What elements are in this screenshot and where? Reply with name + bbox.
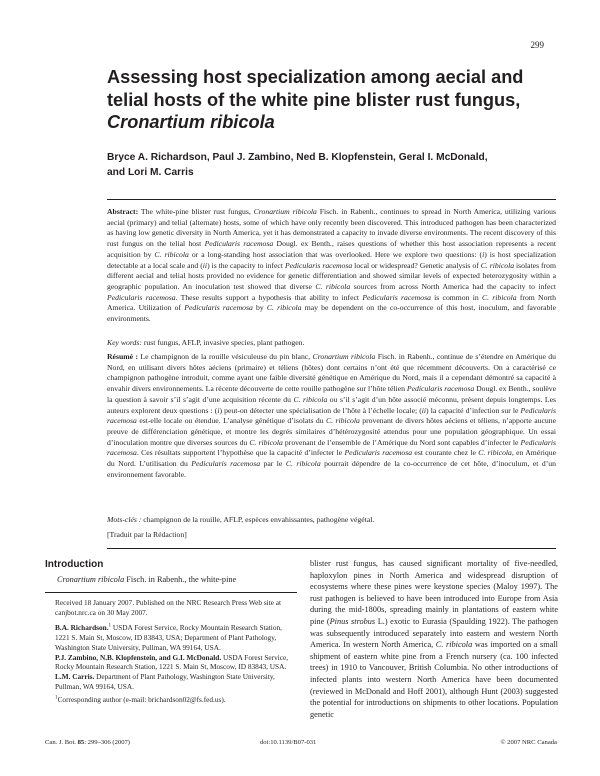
keywords-label: Key words: <box>107 338 142 347</box>
title-line-3: Cronartium ribicola <box>107 112 275 132</box>
mots-cles-label: Mots-clés : <box>107 515 142 524</box>
intro-left-text: Cronartium ribicola Fisch. in Rabenh., the white-pine <box>57 575 237 584</box>
doi: doi:10.1139/B07-031 <box>260 739 317 746</box>
resume-label: Résumé : <box>107 352 139 361</box>
author-affiliation-2: P.J. Zambino, N.B. Klopfenstein, and G.I. McDonald. USDA Forest Service, Rocky Mountain Research Station, 1221 S. Main St, Moscow, ID 83843, USA. <box>55 652 289 672</box>
abstract: Abstract: The white-pine blister rust fungus, Cronartium ribicola Fisch. in Rabenh., continues to spread in North America, utilizing various aecial (primary) and telial (alternate) hosts, some of which have only recently been discovered. This introduced pathogen has been characterized as having low genetic diversity in North America, yet it has demonstrated a capacity to invade diverse environments. The recent discovery of this rust fungus on the telial host Pedicularis racemosa Dougl. ex Benth., raises questions of whether this host association represents a recent acquisition by C. ribicola or a long-standing host association that was overlooked. Here we explore two questions: (i) is host specialization detectable at a local scale and (ii) is the capacity to infect Pedicularis racemosa local or widespread? Genetic analysis of C. ribicola isolates from different aecial and telial hosts provided no evidence for genetic differentiation and showed similar levels of expected heterozygosity within a geographic population. An inoculation test showed that diverse C. ribicola sources from across North America had the capacity to infect Pedicularis racemosa. These results support a hypothesis that ability to infect Pedicularis racemosa is common in C. ribicola from North America. Utilization of Pedicularis racemosa by C. ribicola may be dependent on the co-occurrence of this host, inoculum, and favorable environments. <box>107 207 556 324</box>
journal-citation: Can. J. Bot. 85: 299–306 (2007) <box>45 739 130 746</box>
abstract-bottom-rule <box>107 548 556 549</box>
page-number: 299 <box>530 40 544 50</box>
author-list <box>107 150 557 180</box>
title-line-1: Assessing host specialization among aecial and <box>107 67 524 87</box>
intro-right-text: blister rust fungus, has caused significant mortality of five-needled, haploxylon pines in North America and widespread disruption of ecosystems where these pines were keystone species (Maloy 1997). The rust pathogen is believed to have been introduced into Europe from Asia during the mid-1800s, spreading mainly in plantations of eastern white pine (Pinus strobus L.) exotic to Eurasia (Spaulding 1922). The pathogen was subsequently introduced separately into eastern and western North America. In western North America, C. ribicola was imported on a small shipment of eastern white pine from a French nursery (ca. 100 infected trees) in 1910 to Vancouver, British Columbia. No other introductions of infected plants into western North America have been documented (reviewed in McDonald and Hoff 2001), although Hunt (2003) suggested the potential for introductions on shipments to other locations. Population genetic <box>310 559 559 719</box>
footnote-block <box>55 598 297 705</box>
translation-note: [Traduit par la Rédaction] <box>107 530 187 539</box>
article-title <box>107 66 567 134</box>
abstract-top-rule <box>107 199 556 200</box>
authors-line-1: Bryce A. Richardson, Paul J. Zambino, Ned B. Klopfenstein, Geral I. McDonald, <box>107 152 488 163</box>
introduction-heading: Introduction <box>45 559 104 570</box>
title-line-2: telial hosts of the white pine blister rust fungus, <box>107 89 521 110</box>
copyright: © 2007 NRC Canada <box>500 739 557 746</box>
abstract-label: Abstract: <box>107 207 139 216</box>
keywords: Key words: rust fungus, AFLP, invasive species, plant pathogen. <box>107 338 305 347</box>
mots-cles: Mots-clés : champignon de la rouille, AFLP, espèces envahissantes, pathogène végétal. <box>107 515 375 524</box>
resume: Résumé : Le champignon de la rouille vésiculeuse du pin blanc, Cronartium ribicola Fisch. in Rabenh., continue de s’étendre en Amérique du Nord, en utilisant divers hôtes aéciens (primaire) et téliens (hôtes) dont certains n’ont été que récemment découverts. On a caractérisé ce champignon pathogène introduit, comme ayant une faible diversité génétique en Amérique du Nord, mais il a cependant démontré sa capacité à envahir divers environnements. La récente découverte de cette rouille pathogène sur l’hôte télien Pedicularis racemosa Dougl. ex Benth., soulève la question à savoir s’il s’agit d’une acquisition récente du C. ribicola ou s’il s’agit d’un hôte associé méconnu, présent depuis longtemps. Les auteurs explorent deux questions : (i) peut-on détecter une spécialisation de l’hôte à l’échelle locale; (ii) la capacité d’infection sur le Pedicularis racemosa est-elle locale ou étendue. L’analyse génétique d’isolats du C. ribicola provenant de divers hôtes aéciens et téliens, n’apporte aucune preuve de différenciation génétique, et montre les degrés similaires d’hétérozygosité attendus pour une population géographique. Un essai d’inoculation montre que diverses sources du C. ribicola provenant de l’ensemble de l’Amérique du Nord sont capables d’infecter le Pedicularis racemosa. Ces résultats supportent l’hypothèse que la capacité d’infecter le Pedicularis racemosa est courante chez le C. ribicola, en Amérique du Nord. L’utilisation du Pedicularis racemosa par le C. ribicola pourrait dépendre de la co-occurrence de cet hôte, d’inoculum, et d’un environnement favorable. <box>107 352 557 479</box>
footnote-top-rule <box>45 592 297 593</box>
corresponding-author: $^1$Corresponding author (e-mail: brichardson02@fs.fed.us). <box>55 694 226 705</box>
authors-line-2: and Lori M. Carris <box>107 167 194 178</box>
received-note: Received 18 January 2007. Published on the NRC Research Press Web site at canjbot.nrc.ca on 30 May 2007. <box>55 598 282 617</box>
author-affiliation-1: B.A. Richardson.$^1$ USDA Forest Service, Rocky Mountain Research Station, 1221 S. Main St, Moscow, ID 83843, USA; Department of Plant Pathology, Washington State University, Pullman, WA 99164, USA. <box>55 622 282 652</box>
author-affiliation-3: L.M. Carris. Department of Plant Pathology, Washington State University, Pullman, WA 99164, USA. <box>55 672 275 692</box>
